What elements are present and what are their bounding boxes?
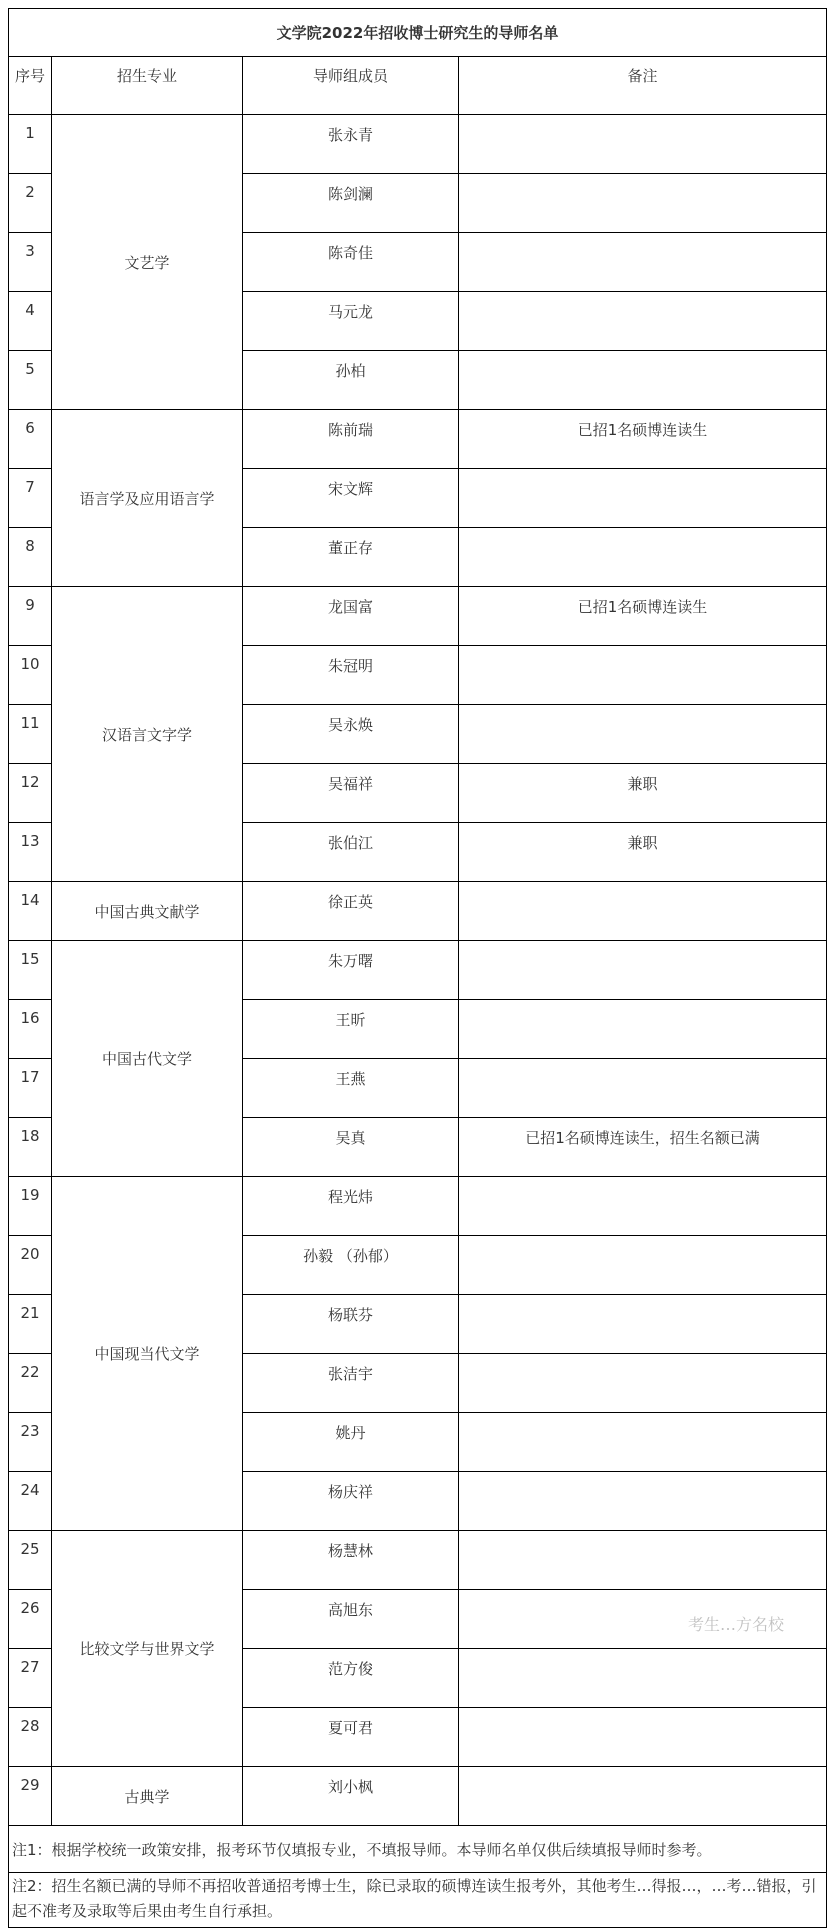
tutor-name: 夏可君 [243,1708,459,1767]
footnote-row [9,1873,827,1928]
remark-cell [459,1000,827,1059]
tutor-name: 陈前瑞 [243,410,459,469]
tutor-name: 宋文辉 [243,469,459,528]
row-number: 19 [9,1177,52,1236]
table-row [9,587,827,646]
tutor-name: 范方俊 [243,1649,459,1708]
tutor-name: 吴永焕 [243,705,459,764]
row-number: 9 [9,587,52,646]
tutor-name: 张洁宇 [243,1354,459,1413]
row-number: 6 [9,410,52,469]
major-cell: 古典学 [52,1767,243,1826]
row-number: 4 [9,292,52,351]
watermark: 考生…方名校 [688,1615,785,1634]
row-number: 26 [9,1590,52,1649]
remark-cell: 已招1名硕博连读生 [459,410,827,469]
tutor-name: 陈奇佳 [243,233,459,292]
remark-cell [459,1472,827,1531]
tutor-name: 吴真 [243,1118,459,1177]
remark-cell [459,705,827,764]
remark-cell [459,469,827,528]
tutor-name: 朱万曙 [243,941,459,1000]
remark-cell: 兼职 [459,764,827,823]
row-number: 1 [9,115,52,174]
footnote-text: 注1：根据学校统一政策安排，报考环节仅填报专业，不填报导师。本导师名单仅供后续填报导师时参考。 [9,1826,827,1873]
major-cell: 中国古代文学 [52,941,243,1177]
remark-cell [459,1059,827,1118]
remark-cell [459,1413,827,1472]
tutor-name: 王昕 [243,1000,459,1059]
row-number: 16 [9,1000,52,1059]
header-tutors: 导师组成员 [243,57,459,115]
remark-cell [459,174,827,233]
remark-cell [459,1531,827,1590]
row-number: 18 [9,1118,52,1177]
row-number: 24 [9,1472,52,1531]
tutor-name: 刘小枫 [243,1767,459,1826]
tutor-name: 张伯江 [243,823,459,882]
table-row [9,115,827,174]
remark-cell [459,646,827,705]
table-row [9,1177,827,1236]
row-number: 23 [9,1413,52,1472]
major-cell: 比较文学与世界文学 [52,1531,243,1767]
remark-cell [459,1236,827,1295]
row-number: 2 [9,174,52,233]
table-row [9,941,827,1000]
tutor-name: 姚丹 [243,1413,459,1472]
table-row [9,1767,827,1826]
tutor-name: 陈剑澜 [243,174,459,233]
major-cell: 文艺学 [52,115,243,410]
row-number: 15 [9,941,52,1000]
row-number: 25 [9,1531,52,1590]
tutor-name: 王燕 [243,1059,459,1118]
remark-cell [459,1590,827,1649]
row-number: 14 [9,882,52,941]
row-number: 22 [9,1354,52,1413]
table-row [9,882,827,941]
tutor-name: 龙国富 [243,587,459,646]
row-number: 8 [9,528,52,587]
tutor-name: 马元龙 [243,292,459,351]
table-title: 文学院2022年招收博士研究生的导师名单 [9,9,827,57]
row-number: 20 [9,1236,52,1295]
row-number: 27 [9,1649,52,1708]
table-row [9,410,827,469]
remark-cell [459,1649,827,1708]
row-number: 21 [9,1295,52,1354]
row-number: 12 [9,764,52,823]
row-number: 7 [9,469,52,528]
remark-cell [459,528,827,587]
footnote-text: 注2：招生名额已满的导师不再招收普通招考博士生，除已录取的硕博连读生报考外，其他考生…得报…，…考…错报，引起不准考及录取等后果由考生自行承担。 [9,1873,827,1928]
major-cell: 中国现当代文学 [52,1177,243,1531]
tutor-name: 朱冠明 [243,646,459,705]
tutor-name: 程光炜 [243,1177,459,1236]
remark-cell [459,351,827,410]
remark-cell [459,292,827,351]
major-cell: 语言学及应用语言学 [52,410,243,587]
remark-cell [459,1767,827,1826]
remark-cell [459,1177,827,1236]
tutor-name: 徐正英 [243,882,459,941]
row-number: 10 [9,646,52,705]
tutor-name: 孙毅 （孙郁） [243,1236,459,1295]
major-cell: 汉语言文字学 [52,587,243,882]
header-major: 招生专业 [52,57,243,115]
tutor-name: 张永青 [243,115,459,174]
remark-cell: 已招1名硕博连读生 [459,587,827,646]
remark-cell [459,115,827,174]
major-cell: 中国古典文献学 [52,882,243,941]
row-number: 28 [9,1708,52,1767]
remark-cell [459,233,827,292]
remark-cell [459,941,827,1000]
tutor-name: 孙柏 [243,351,459,410]
remark-cell [459,1708,827,1767]
remark-cell [459,882,827,941]
remark-cell [459,1354,827,1413]
row-number: 5 [9,351,52,410]
tutor-list-table [8,8,827,1928]
row-number: 29 [9,1767,52,1826]
tutor-name: 高旭东 [243,1590,459,1649]
row-number: 13 [9,823,52,882]
remark-cell: 已招1名硕博连读生，招生名额已满 [459,1118,827,1177]
tutor-name: 杨庆祥 [243,1472,459,1531]
tutor-name: 吴福祥 [243,764,459,823]
row-number: 17 [9,1059,52,1118]
header-remarks: 备注 [459,57,827,115]
row-number: 11 [9,705,52,764]
table-row [9,1531,827,1590]
remark-cell [459,1295,827,1354]
tutor-name: 杨联芬 [243,1295,459,1354]
header-number: 序号 [9,57,52,115]
tutor-name: 董正存 [243,528,459,587]
remark-cell: 兼职 [459,823,827,882]
tutor-name: 杨慧林 [243,1531,459,1590]
row-number: 3 [9,233,52,292]
footnote-row [9,1826,827,1873]
